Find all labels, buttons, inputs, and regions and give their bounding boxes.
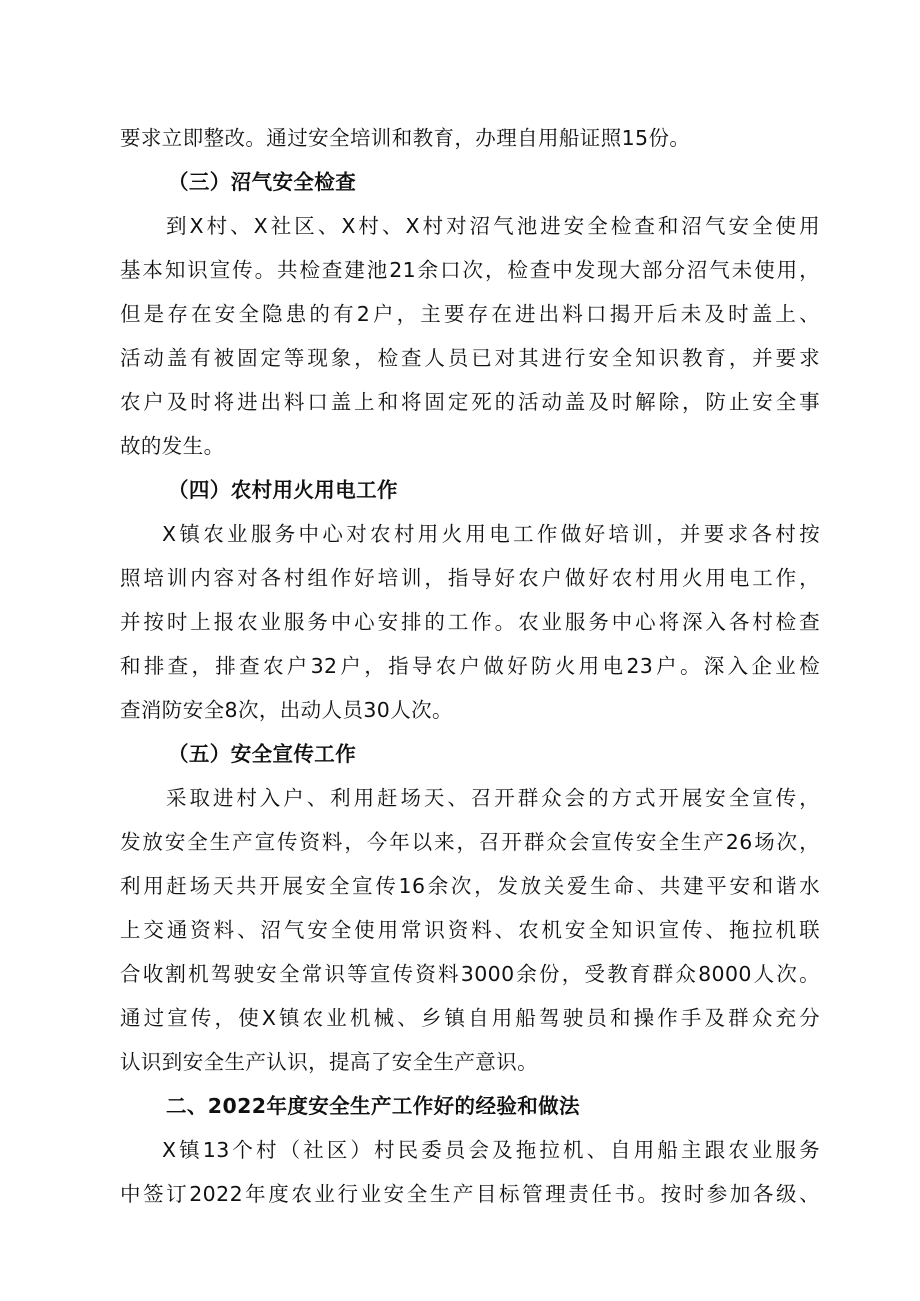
paragraph-line: 故的发生。 [120, 434, 225, 458]
section-heading-fire-electricity: （四）农村用火用电工作 [168, 478, 398, 502]
paragraph-line: 通过宣传，使X镇农业机械、乡镇自用船驾驶员和操作手及群众充分 [120, 1006, 820, 1030]
document-body [120, 116, 820, 1216]
paragraph-line: 照培训内容对各村组作好培训，指导好农户做好农村用火用电工作， [120, 566, 820, 590]
paragraph-line: 发放安全生产宣传资料，今年以来，召开群众会宣传安全生产26场次， [120, 830, 820, 854]
paragraph-line: 并按时上报农业服务中心安排的工作。农业服务中心将深入各村检查 [120, 610, 820, 634]
section-heading-biogas: （三）沼气安全检查 [168, 170, 357, 194]
section-heading-experience: 二、2022年度安全生产工作好的经验和做法 [166, 1094, 580, 1118]
paragraph-line: 基本知识宣传。共检查建池21余口次，检查中发现大部分沼气未使用， [120, 258, 820, 282]
paragraph-line: 采取进村入户、利用赶场天、召开群众会的方式开展安全宣传， [166, 786, 820, 810]
paragraph-line: 合收割机驾驶安全常识等宣传资料3000余份，受教育群众8000人次。 [120, 962, 820, 986]
paragraph-line: X镇农业服务中心对农村用火用电工作做好培训，并要求各村按 [162, 522, 820, 546]
paragraph-line: 到X村、X社区、X村、X村对沼气池进安全检查和沼气安全使用 [166, 214, 820, 238]
paragraph-line: 活动盖有被固定等现象，检查人员已对其进行安全知识教育，并要求 [120, 346, 820, 370]
paragraph-line: 查消防安全8次，出动人员30人次。 [120, 698, 453, 722]
paragraph-line: 上交通资料、沼气安全使用常识资料、农机安全知识宣传、拖拉机联 [120, 918, 820, 942]
paragraph-line: 和排查，排查农户32户，指导农户做好防火用电23户。深入企业检 [120, 654, 820, 678]
paragraph-line: 认识到安全生产认识，提高了安全生产意识。 [120, 1050, 538, 1074]
paragraph-line: X镇13个村（社区）村民委员会及拖拉机、自用船主跟农业服务 [162, 1138, 820, 1162]
section-heading-publicity: （五）安全宣传工作 [168, 742, 357, 766]
paragraph-line: 但是存在安全隐患的有2户，主要存在进出料口揭开后未及时盖上、 [120, 302, 820, 326]
paragraph-line: 农户及时将进出料口盖上和将固定死的活动盖及时解除，防止安全事 [120, 390, 820, 414]
paragraph-line: 利用赶场天共开展安全宣传16余次，发放关爱生命、共建平安和谐水 [120, 874, 820, 898]
paragraph-line: 要求立即整改。通过安全培训和教育，办理自用船证照15份。 [120, 126, 691, 150]
paragraph-line: 中签订2022年度农业行业安全生产目标管理责任书。按时参加各级、 [120, 1182, 820, 1206]
